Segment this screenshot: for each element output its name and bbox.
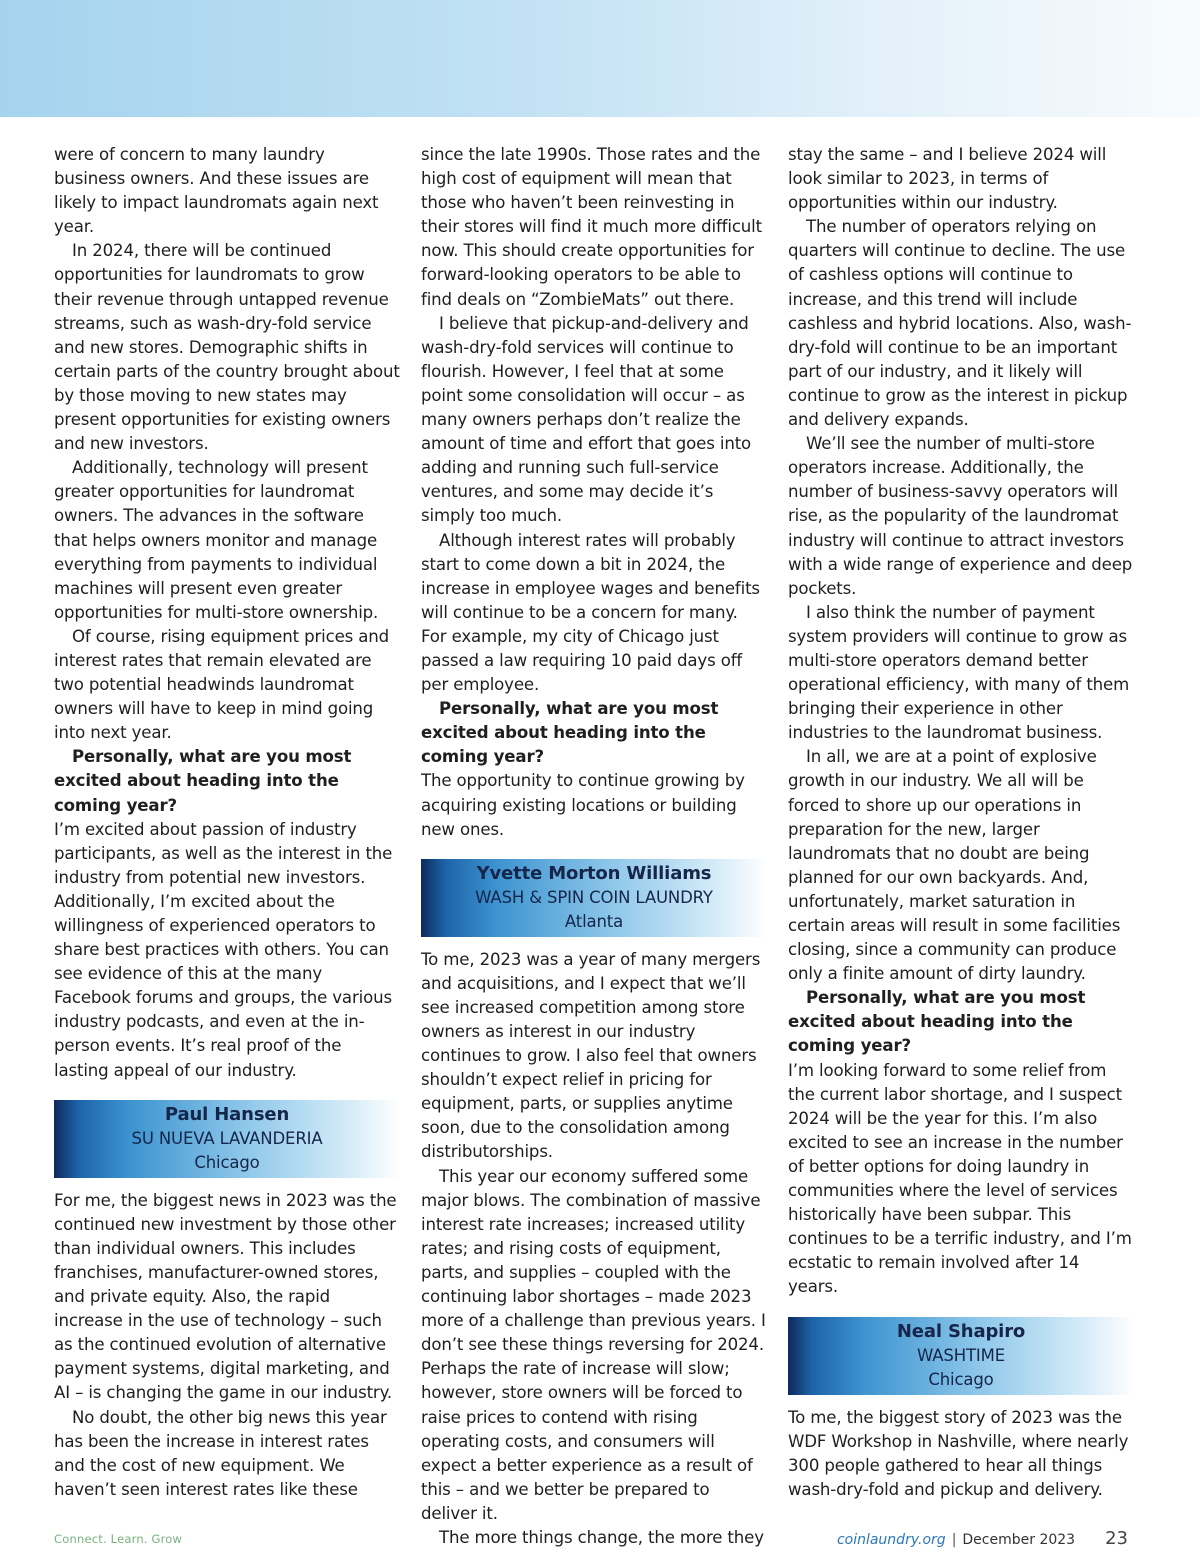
- column-2: [421, 143, 767, 1550]
- paragraph: I believe that pickup-and-delivery and wash-dry-fold services will continue to flourish. However, I feel that at some point some consolidation will occur – as many owners perhaps don’t realize the amount of time and effort that goes into adding and running such full-service ventures, and some may decide it’s simply too much.: [421, 313, 752, 526]
- profile-banner-yvette-morton-williams: [421, 859, 767, 937]
- footer-info: [837, 1528, 1128, 1549]
- header-band: [0, 0, 1200, 117]
- footer-site-link[interactable]: coinlaundry.org: [836, 1532, 946, 1548]
- profile-name: Neal Shapiro: [896, 1320, 1026, 1342]
- footer-issue: December 2023: [962, 1532, 1076, 1548]
- paragraph: To me, the biggest story of 2023 was the WDF Workshop in Nashville, where nearly 300 people gathered to hear all things wash-dry-fold and pickup and delivery.: [788, 1407, 1129, 1499]
- footer-separator: |: [951, 1532, 957, 1548]
- paragraph: For me, the biggest news in 2023 was the continued new investment by those other than individual owners. This includes franchises, manufacturer-owned stores, and private equity. Also, the rapid increase in the use of technology – such as the continued evolution of alternative payment systems, digital marketing, and AI – is changing the game in our industry.: [54, 1190, 397, 1403]
- paragraph: were of concern to many laundry business owners. And these issues are likely to impact laundromats again next year.: [54, 145, 379, 237]
- profile-banner-paul-hansen: [54, 1100, 400, 1178]
- profile-banner-neal-shapiro: [788, 1317, 1134, 1395]
- paragraph: since the late 1990s. Those rates and the high cost of equipment will mean that those who haven’t been reinvesting in their stores will find it much more difficult now. This should create opportunities for forward-looking operators to be able to find deals on “ZombieMats” out there.: [421, 145, 762, 309]
- paragraph: Although interest rates will probably start to come down a bit in 2024, the increase in employee wages and benefits will continue to be a concern for many. For example, my city of Chicago just passed a law requiring 10 paid days off per employee.: [421, 530, 760, 695]
- paragraph: We’ll see the number of multi-store operators increase. Additionally, the number of business-savvy operators will rise, as the popularity of the laundromat industry will continue to attract investors with a wide range of experience and deep pockets.: [788, 434, 1133, 598]
- profile-name: Yvette Morton Williams: [476, 862, 712, 884]
- profile-city: Chicago: [928, 1369, 994, 1389]
- column-3: [788, 143, 1134, 1502]
- paragraph: In all, we are at a point of explosive growth in our industry. We all will be forced to shore up our operations in preparation for the new, larger laundromats that no doubt are being planned for our own backyards. And, unfortunately, market saturation in certain areas will result in some facilities closing, since a community can produce only a finite amount of dirty laundry.: [788, 747, 1121, 984]
- paragraph: I also think the number of payment system providers will continue to grow as multi-store operators demand better operational efficiency, with many of them bringing their experience in other industries to the laundromat business.: [788, 602, 1130, 743]
- profile-name: Paul Hansen: [164, 1103, 290, 1125]
- interview-question: Personally, what are you most excited about heading into the coming year?: [421, 699, 719, 767]
- interview-question: Personally, what are you most excited about heading into the coming year?: [788, 988, 1086, 1056]
- profile-company: SU NUEVA LAVANDERIA: [131, 1128, 323, 1148]
- paragraph: The more things change, the more they: [439, 1527, 764, 1547]
- interview-question: Personally, what are you most excited about heading into the coming year?: [54, 747, 352, 815]
- footer-tagline: Connect. Learn. Grow: [54, 1532, 183, 1546]
- interview-answer: I’m looking forward to some relief from the current labor shortage, and I suspect 2024 will be the year for this. I’m also excited to see an increase in the number of better options for doing laundry in communities where the level of services historically have been subpar. This continues to be a terrific industry, and I’m ecstatic to remain involved after 14 years.: [788, 1060, 1132, 1297]
- paragraph: No doubt, the other big news this year has been the increase in interest rates and the cost of new equipment. We haven’t seen interest rates like these: [54, 1407, 387, 1499]
- interview-answer: The opportunity to continue growing by acquiring existing locations or building new ones.: [421, 771, 745, 839]
- paragraph: This year our economy suffered some major blows. The combination of massive interest rate increases; increased utility rates; and rising costs of equipment, parts, and supplies – coupled with the continuing labor shortages – made 2023 more of a challenge than previous years. I don’t see these things reversing for 2024. Perhaps the rate of increase will slow; however, store owners will be forced to raise prices to contend with rising operating costs, and consumers will expect a better experience as a result of this – and we better be prepared to deliver it.: [421, 1166, 766, 1523]
- paragraph: Of course, rising equipment prices and interest rates that remain elevated are two potential headwinds laundromat owners will have to keep in mind going into next year.: [54, 626, 390, 743]
- profile-city: Chicago: [194, 1152, 260, 1172]
- profile-company: WASHTIME: [917, 1345, 1005, 1365]
- paragraph: stay the same – and I believe 2024 will look similar to 2023, in terms of opportunities within our industry.: [788, 145, 1107, 213]
- paragraph: In 2024, there will be continued opportunities for laundromats to grow their revenue through untapped revenue streams, such as wash-dry-fold service and new stores. Demographic shifts in certain parts of the country brought about by those moving to new states may present opportunities for existing owners and new investors.: [54, 241, 400, 454]
- paragraph: To me, 2023 was a year of many mergers and acquisitions, and I expect that we’ll see increased competition among store owners as interest in our industry continues to grow. I also feel that owners shouldn’t expect relief in pricing for equipment, parts, or supplies anytime soon, due to the consolidation among distributorships.: [421, 949, 761, 1162]
- paragraph: Additionally, technology will present greater opportunities for laundromat owners. The advances in the software that helps owners monitor and manage everything from payments to individual machines will present even greater opportunities for multi-store ownership.: [54, 458, 379, 622]
- profile-company: WASH & SPIN COIN LAUNDRY: [475, 887, 713, 907]
- column-1: [54, 143, 400, 1502]
- profile-city: Atlanta: [564, 911, 624, 931]
- interview-answer: I’m excited about passion of industry participants, as well as the interest in the industry from potential new investors. Additionally, I’m excited about the willingness of experienced operators to share best practices with others. You can see evidence of this at the many Facebook forums and groups, the various industry podcasts, and even at the in-person events. It’s real proof of the lasting appeal of our industry.: [54, 819, 393, 1080]
- page-number: 23: [1105, 1528, 1128, 1549]
- paragraph: The number of operators relying on quarters will continue to decline. The use of cashless options will continue to increase, and this trend will include cashless and hybrid locations. Also, wash-dry-fold will continue to be an important part of our industry, and it likely will continue to grow as the interest in pickup and delivery expands.: [788, 217, 1132, 430]
